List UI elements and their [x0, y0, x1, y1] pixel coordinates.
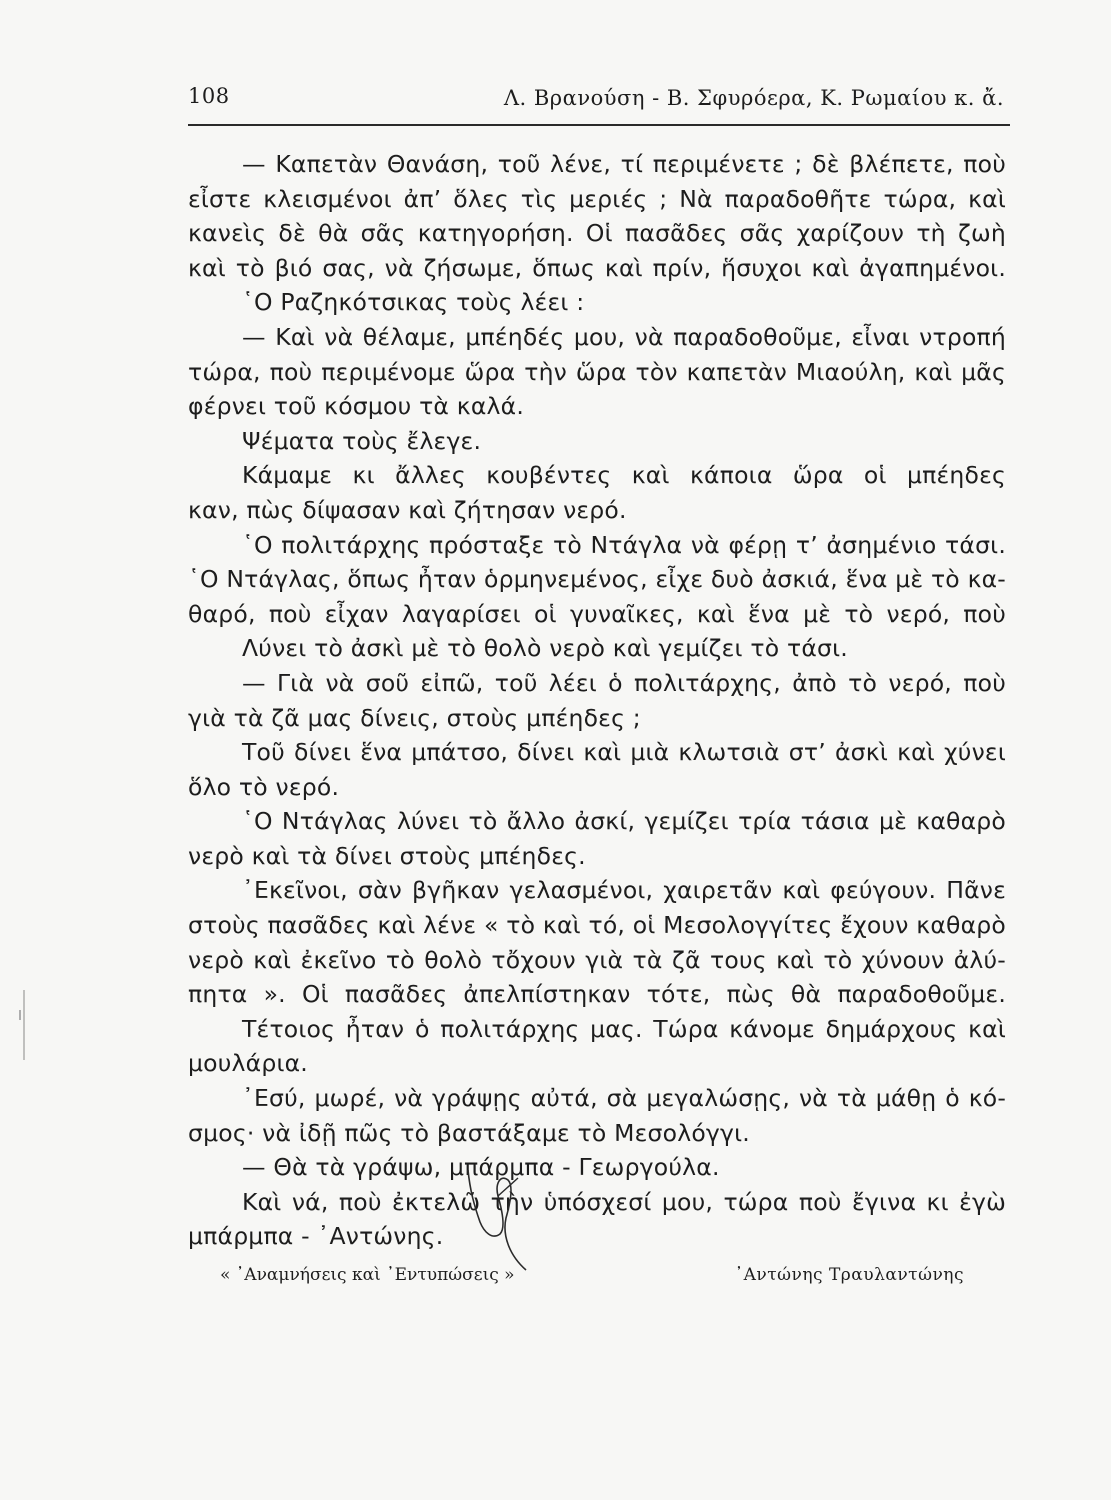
- text-line: Κάμαμε κι ἄλλες κουβέντες καὶ κάποια ὥρα οἱ μπέηδες: [242, 461, 1006, 490]
- text-line: σμος· νὰ ἰδῇ πῶς τὸ βαστάξαμε τὸ Μεσολόγγι.: [188, 1118, 750, 1147]
- text-line: — Καὶ νὰ θέλαμε, μπέηδές μου, νὰ παραδοθοῦμε, εἶναι ντροπή: [242, 322, 1006, 351]
- text-line: καὶ τὸ βιό σας, νὰ ζήσωμε, ὅπως καὶ πρίν, ἥσυχοι καὶ ἀγαπημένοι.: [188, 253, 1006, 282]
- body-text: [188, 147, 1006, 1254]
- text-line: νερὸ καὶ ἐκεῖνο τὸ θολὸ τὄχουν γιὰ τὰ ζᾶ τους καὶ τὸ χύνουν ἀλύ-: [188, 945, 1006, 974]
- scan-margin-marks: [0, 0, 40, 1500]
- text-line: καν, πὼς δίψασαν καὶ ζήτησαν νερό.: [188, 495, 627, 524]
- text-line: Τοῦ δίνει ἕνα μπάτσο, δίνει καὶ μιὰ κλωτσιὰ στ’ ἀσκὶ καὶ χύνει: [242, 738, 1006, 767]
- text-line: μπάρμπα - ᾿Αντώνης.: [188, 1222, 444, 1251]
- text-line: ῾Ο Ντάγλας λύνει τὸ ἄλλο ἀσκί, γεμίζει τρία τάσια μὲ καθαρὸ: [242, 807, 1006, 836]
- handwritten-signature-mark: [440, 1160, 550, 1280]
- text-line: ὅλο τὸ νερό.: [188, 772, 340, 801]
- text-line: — Καπετὰν Θανάση, τοῦ λένε, τί περιμένετε ; δὲ βλέπετε, ποὺ: [242, 150, 1006, 178]
- text-line: Καὶ νά, ποὺ ἐκτελῶ τὴν ὑπόσχεσί μου, τώρα ποὺ ἔγινα κι ἐγὼ: [242, 1187, 1006, 1216]
- text-line: — Γιὰ νὰ σοῦ εἰπῶ, τοῦ λέει ὁ πολιτάρχης, ἀπὸ τὸ νερό, ποὺ: [242, 668, 1006, 697]
- source-title: « ᾿Αναμνήσεις καὶ ᾿Εντυπώσεις »: [220, 1265, 515, 1285]
- page-header: [188, 84, 1010, 126]
- text-line: ᾿Εσύ, μωρέ, νὰ γράψῃς αὐτά, σὰ μεγαλώσῃς, νὰ τὰ μάθῃ ὁ κό-: [242, 1084, 1006, 1113]
- page-number: 108: [188, 84, 230, 108]
- text-line: τώρα, ποὺ περιμένομε ὥρα τὴν ὥρα τὸν καπετὰν Μιαούλη, καὶ μᾶς: [188, 357, 1006, 386]
- text-line: στοὺς πασᾶδες καὶ λένε « τὸ καὶ τό, οἱ Μεσολογγίτες ἔχουν καθαρὸ: [188, 911, 1006, 940]
- text-line: ᾿Εκεῖνοι, σὰν βγῆκαν γελασμένοι, χαιρετᾶν καὶ φεύγουν. Πᾶνε: [242, 876, 1006, 905]
- text-line: νερὸ καὶ τὰ δίνει στοὺς μπέηδες.: [188, 841, 586, 870]
- text-line: γιὰ τὰ ζᾶ μας δίνεις, στοὺς μπέηδες ;: [188, 703, 641, 732]
- text-line: Ψέματα τοὺς ἔλεγε.: [242, 426, 482, 455]
- text-line: Λύνει τὸ ἀσκὶ μὲ τὸ θολὸ νερὸ καὶ γεμίζει τὸ τάσι.: [242, 634, 848, 663]
- text-line: κανεὶς δὲ θὰ σᾶς κατηγορήση. Οἱ πασᾶδες σᾶς χαρίζουν τὴ ζωὴ: [188, 219, 1006, 248]
- text-line: θαρό, ποὺ εἶχαν λαγαρίσει οἱ γυναῖκες, καὶ ἕνα μὲ τὸ νερό, ποὺ: [188, 599, 1006, 628]
- text-line: εἶστε κλεισμένοι ἀπ’ ὅλες τὶς μεριές ; Νὰ παραδοθῆτε τώρα, καὶ: [188, 184, 1006, 213]
- author-name: ᾿Αντώνης Τραυλαντώνης: [734, 1265, 964, 1285]
- text-line: πητα ». Οἱ πασᾶδες ἀπελπίστηκαν τότε, πὼς θὰ παραδοθοῦμε.: [188, 980, 1006, 1009]
- text-line: ῾Ο Ραζηκότσικας τοὺς λέει :: [242, 288, 585, 317]
- text-line: μουλάρια.: [188, 1049, 308, 1078]
- text-line: Τέτοιος ἦταν ὁ πολιτάρχης μας. Τώρα κάνομε δημάρχους καὶ: [242, 1014, 1006, 1043]
- running-head: Λ. Βρανούση - Β. Σφυρόερα, Κ. Ρωμαίου κ. ἄ.: [503, 86, 1004, 110]
- text-line: ῾Ο Ντάγλας, ὅπως ἦταν ὁρμηνεμένος, εἶχε δυὸ ἀσκιά, ἕνα μὲ τὸ κα-: [188, 565, 1006, 594]
- text-line: φέρνει τοῦ κόσμου τὰ καλά.: [188, 392, 525, 421]
- text-line: ῾Ο πολιτάρχης πρόσταξε τὸ Ντάγλα νὰ φέρῃ τ’ ἀσημένιο τάσι.: [242, 530, 1006, 559]
- text-line: — Θὰ τὰ γράψω, μπάρμπα - Γεωργούλα.: [242, 1153, 720, 1182]
